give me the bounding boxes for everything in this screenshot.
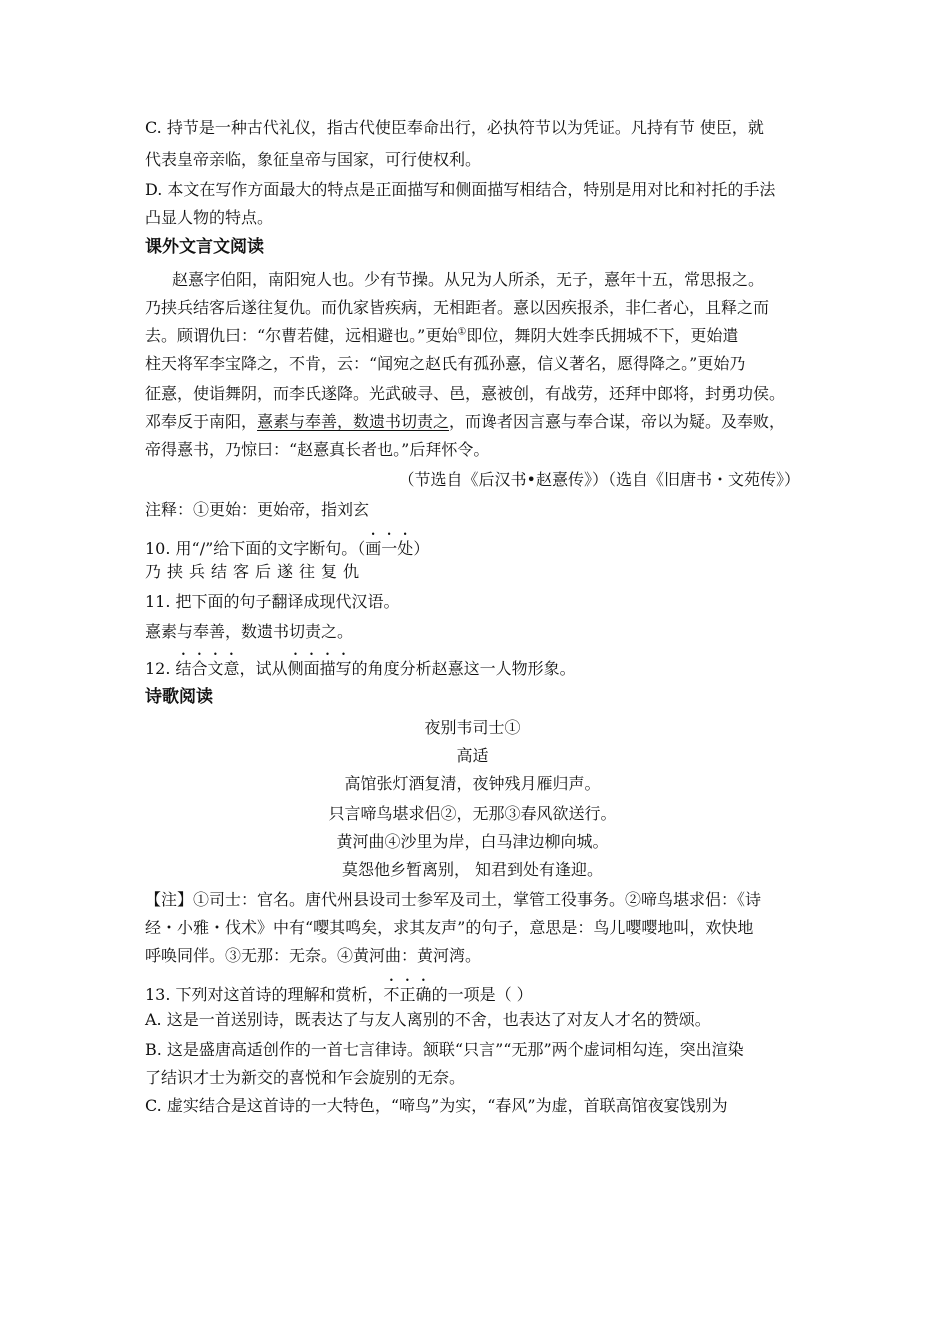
- question-10: [145, 530, 815, 559]
- passage-line-3-rest: 即位，舞阴大姓李氏拥城不下，更始遣: [466, 326, 739, 345]
- underlined-sentence: 憙素与奉善，数遗书切责之: [257, 412, 450, 431]
- option-d-line-2: 凸显人物的特点。: [145, 208, 274, 227]
- option-d-line-1: D. 本文在写作方面最大的特点是正面描写和侧面描写相结合，特别是用对比和衬托的手法: [145, 180, 776, 199]
- option-c-poem-line-1: C. 虚实结合是这首诗的一大特色，“啼鸟”为实，“春风”为虚，首联高馆夜宴饯别为: [145, 1096, 728, 1115]
- q13-post: 的一项是（ ）: [431, 985, 533, 1004]
- question-12: [145, 650, 815, 679]
- passage-line-3: [145, 326, 815, 346]
- question-11-text: 憙素与奉善，数遗书切责之。: [145, 622, 354, 641]
- q12-emphasis-2: 侧面描写: [287, 659, 352, 678]
- option-c-line-1: C. 持节是一种古代礼仪，指古代使臣奉命出行，必执符节以为凭证。凡持有节 使臣，就: [145, 118, 764, 137]
- q10-pre: 10. 用“/”给下面的文字断句。（: [145, 539, 366, 558]
- poem-author: 高适: [456, 746, 489, 765]
- q12-mid: ，试从: [239, 659, 288, 678]
- poem-title: 夜别韦司士①: [424, 718, 521, 737]
- option-c-line-2: 代表皇帝亲临，象征皇帝与国家，可行使权利。: [145, 150, 482, 169]
- source-citation: （节选自《后汉书•赵憙传》）（选自《旧唐书・文苑传》）: [398, 470, 800, 489]
- poem-line: 高馆张灯酒复清，夜钟残月雁归声。: [344, 774, 601, 793]
- option-b-line-2: 了结识才士为新交的喜悦和乍会旋别的无奈。: [145, 1068, 466, 1087]
- poem-line: 只言啼鸟堪求侣②，无那③春风欲送行。: [328, 804, 617, 823]
- passage-line-3-text: 去。顾谓仇曰：“尔曹若健，远相避也。”更始: [145, 326, 458, 345]
- q13-emphasis: 不正确: [383, 985, 432, 1004]
- poem-note-line-3: 呼唤同伴。③无那：无奈。④黄河曲：黄河湾。: [145, 946, 482, 965]
- option-b-line-1: B. 这是盛唐高适创作的一首七言律诗。颔联“只言”“无那”两个虚词相勾连，突出渲染: [145, 1040, 744, 1059]
- q10-emphasis: 画一处: [365, 539, 414, 558]
- section-heading-classical: 课外文言文阅读: [145, 237, 264, 257]
- poem-line: 莫怨他乡暂离别， 知君到处有逢迎。: [341, 860, 604, 879]
- footnote-marker: ①: [457, 326, 467, 338]
- poem-note-line-2: 经・小雅・伐术》中有“嘤其鸣矣，求其友声”的句子，意思是：鸟儿嘤嘤地叫，欢快地: [145, 918, 754, 937]
- section-heading-poetry: 诗歌阅读: [145, 687, 213, 707]
- question-10-text: 乃挟兵结客后遂往复仇: [145, 562, 366, 581]
- q13-pre: 13. 下列对这首诗的理解和赏析，: [145, 985, 384, 1004]
- poem-line: 黄河曲④沙里为岸，白马津边柳向城。: [336, 832, 609, 851]
- q12-emphasis-1: 结合文意: [175, 659, 240, 678]
- poem-note-line-1: 【注】①司士：官名。唐代州县设司士参军及司土，掌管工役事务。②啼鸟堪求侣：《诗: [145, 890, 762, 909]
- passage-line-2: 乃挟兵结客后遂往复仇。而仇家皆疾病，无相距者。憙以因疾报杀，非仁者心，且释之而: [145, 298, 770, 317]
- option-a: A. 这是一首送别诗，既表达了与友人离别的不舍，也表达了对友人才名的赞颂。: [145, 1010, 711, 1029]
- passage-line-6: [145, 412, 815, 432]
- q12-post: 的角度分析赵憙这一人物形象。: [351, 659, 576, 678]
- annotation-note: 注释：①更始：更始帝，指刘玄: [145, 500, 370, 519]
- q10-post: ）: [413, 539, 430, 558]
- q12-pre: 12.: [145, 659, 176, 678]
- question-13: [145, 976, 815, 1005]
- passage-line-6-pre: 邓奉反于南阳，: [145, 412, 258, 431]
- passage-line-6-post: ，而谗者因言憙与奉合谋，帝以为疑。及奉败，: [449, 412, 786, 431]
- passage-line-7: 帝得憙书，乃惊曰：“赵憙真长者也。”后拜怀令。: [145, 440, 490, 459]
- passage-line-4: 柱天将军李宝降之，不肯，云：“闻宛之赵氏有孤孙憙，信义著名，愿得降之。”更始乃: [145, 354, 746, 373]
- question-11: 11. 把下面的句子翻译成现代汉语。: [145, 592, 400, 611]
- passage-line-5: 征憙，使诣舞阴，而李氏遂降。光武破寻、邑，憙被创，有战劳，还拜中郎将，封勇功侯。: [145, 384, 786, 403]
- passage-line-1: 赵憙字伯阳，南阳宛人也。少有节操。从兄为人所杀，无子，憙年十五，常思报之。: [172, 270, 765, 289]
